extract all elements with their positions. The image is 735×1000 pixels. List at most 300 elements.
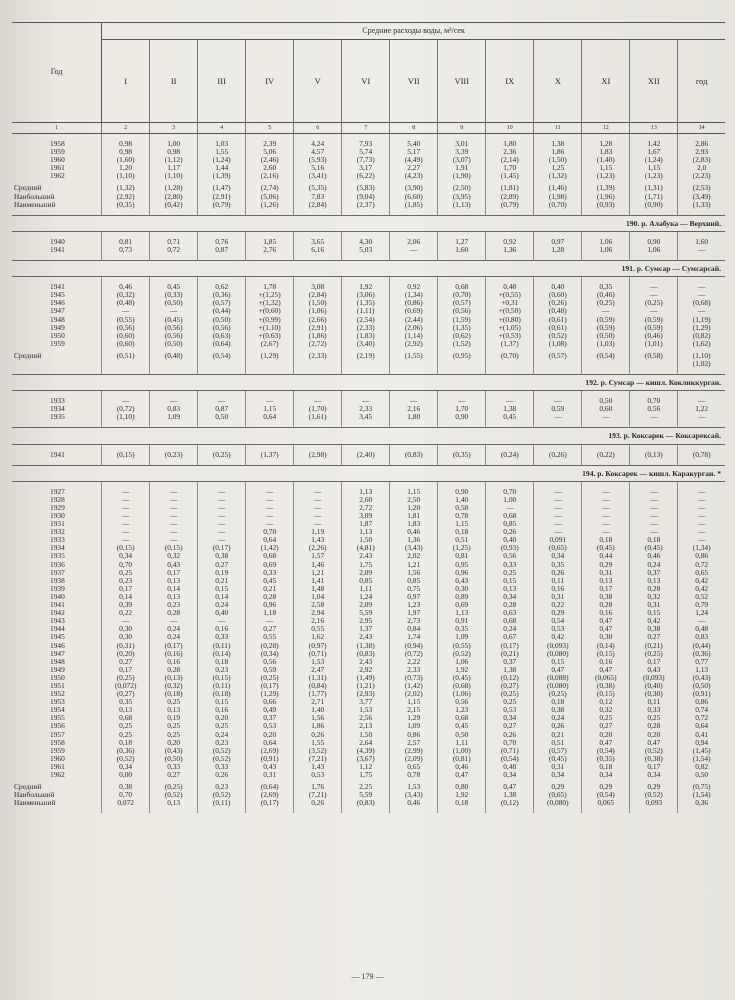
- table-cell: +(0,50): [486, 307, 534, 315]
- table-cell: 1,13: [438, 609, 486, 617]
- station-title-row: [12, 261, 725, 277]
- table-cell: (0,25): [102, 674, 150, 682]
- table-cell: —: [294, 520, 342, 528]
- table-cell: 0,25: [582, 714, 630, 722]
- table-cell: 0,25: [630, 714, 678, 722]
- table-cell: 0,80: [438, 783, 486, 791]
- table-cell: 0,50: [438, 731, 486, 739]
- row-label: 1960: [12, 755, 102, 763]
- table-cell: 0,55: [294, 625, 342, 633]
- table-cell: 0,28: [150, 666, 198, 674]
- table-cell: (1,13): [438, 201, 486, 209]
- table-cell: 2,15: [390, 706, 438, 714]
- table-cell: (0,42): [150, 201, 198, 209]
- table-cell: 0,29: [534, 783, 582, 791]
- table-cell: 0,37: [486, 658, 534, 666]
- table-cell: —: [630, 307, 678, 315]
- table-cell: (0,52): [150, 791, 198, 799]
- table-row: [12, 316, 725, 324]
- table-cell: (0,81): [438, 755, 486, 763]
- month-header: X: [534, 40, 582, 123]
- table-cell: (1,52): [438, 340, 486, 348]
- table-cell: 7,83: [294, 193, 342, 201]
- table-cell: 2,60: [342, 496, 390, 504]
- row-label: Наименьший: [12, 799, 102, 807]
- table-cell: [246, 360, 294, 368]
- row-label: 1949: [12, 666, 102, 674]
- table-cell: 0,43: [438, 577, 486, 585]
- table-row: [12, 617, 725, 625]
- table-cell: 0,16: [150, 658, 198, 666]
- table-cell: (5,06): [246, 193, 294, 201]
- table-cell: 1,75: [342, 771, 390, 779]
- table-cell: 2,56: [342, 714, 390, 722]
- table-cell: (0,91): [692, 690, 711, 699]
- table-cell: 0,25: [198, 722, 246, 730]
- table-cell: 1,80: [390, 413, 438, 421]
- table-cell: 1,20: [102, 164, 150, 172]
- table-cell: (3,43): [390, 544, 438, 552]
- table-cell: (2,40): [342, 451, 390, 459]
- table-cell: 2,64: [342, 739, 390, 747]
- table-cell: (0,56): [438, 307, 486, 315]
- row-label: 1944: [12, 625, 102, 633]
- table-row: [12, 609, 725, 617]
- table-cell: 1,37: [342, 625, 390, 633]
- table-cell: (0,90): [630, 201, 678, 209]
- table-cell: 2,39: [246, 140, 294, 148]
- table-cell: —: [582, 496, 630, 504]
- table-cell: (1,31): [630, 184, 678, 192]
- table-cell: (0,56): [150, 324, 198, 332]
- month-header: IV: [246, 40, 294, 123]
- table-cell: 1,20: [390, 504, 438, 512]
- table-cell: 0,13: [630, 577, 678, 585]
- row-label: 1947: [12, 307, 102, 315]
- table-cell: —: [150, 397, 198, 405]
- table-row: [12, 291, 725, 299]
- table-cell: (0,15): [198, 674, 246, 682]
- table-cell: —: [246, 397, 294, 405]
- table-cell: 1,17: [150, 164, 198, 172]
- table-cell: (0,83): [342, 799, 390, 807]
- table-row: [12, 569, 725, 577]
- table-cell: 0,065: [582, 799, 630, 807]
- table-row: [12, 763, 725, 771]
- table-cell: 0,34: [534, 771, 582, 779]
- table-cell: 1,42: [630, 140, 678, 148]
- table-row: [12, 496, 725, 504]
- table-cell: 2,06: [390, 238, 438, 246]
- table-cell: 0,79: [695, 601, 709, 610]
- month-header: VIII: [438, 40, 486, 123]
- table-cell: (0,17): [198, 544, 246, 552]
- table-cell: 0,82: [695, 762, 709, 771]
- table-cell: 0,72: [695, 714, 709, 723]
- table-cell: 2,09: [342, 601, 390, 609]
- table-cell: (0,58): [630, 352, 678, 360]
- table-cell: 0,46: [390, 528, 438, 536]
- table-cell: 0,78: [390, 771, 438, 779]
- table-row: [12, 577, 725, 585]
- table-cell: (1,47): [198, 184, 246, 192]
- row-label: 1943: [12, 617, 102, 625]
- row-label: 1962: [12, 172, 102, 180]
- table-cell: 0,46: [102, 283, 150, 291]
- table-cell: 0,68: [486, 617, 534, 625]
- table-cell: 0,35: [102, 698, 150, 706]
- column-number: 3: [150, 123, 198, 134]
- row-label: 1950: [12, 332, 102, 340]
- station-title-row: [12, 465, 725, 481]
- table-cell: (0,38): [630, 755, 678, 763]
- row-label: 1939: [12, 585, 102, 593]
- table-cell: (0,70): [486, 352, 534, 360]
- table-cell: 5,74: [342, 148, 390, 156]
- table-cell: (0,73): [390, 674, 438, 682]
- table-cell: —: [630, 520, 678, 528]
- table-cell: 0,71: [150, 238, 198, 246]
- table-cell: +(0,99): [246, 316, 294, 324]
- table-cell: 1,28: [582, 140, 630, 148]
- table-cell: (0,52): [534, 332, 582, 340]
- table-cell: (0,54): [582, 791, 630, 799]
- table-cell: (3,41): [294, 172, 342, 180]
- table-cell: 0,33: [630, 706, 678, 714]
- row-label: 1960: [12, 156, 102, 164]
- row-label: 1927: [12, 488, 102, 496]
- table-cell: (1,24): [198, 156, 246, 164]
- table-cell: 0,17: [150, 569, 198, 577]
- table-cell: (0,11): [198, 799, 246, 807]
- table-cell: 1,40: [294, 706, 342, 714]
- table-cell: —: [102, 617, 150, 625]
- table-cell: 0,40: [534, 283, 582, 291]
- table-cell: (0,15): [150, 544, 198, 552]
- table-cell: —: [630, 283, 678, 291]
- table-cell: 3,39: [438, 148, 486, 156]
- table-cell: 3,65: [294, 238, 342, 246]
- table-cell: (0,17): [246, 682, 294, 690]
- table-cell: 0,38: [102, 783, 150, 791]
- table-cell: (3,49): [692, 192, 711, 201]
- table-cell: 0,51: [438, 536, 486, 544]
- table-cell: (0,56): [102, 324, 150, 332]
- row-label: 1935: [12, 413, 102, 421]
- table-row: [12, 698, 725, 706]
- table-cell: —: [150, 617, 198, 625]
- table-cell: 0,56: [246, 658, 294, 666]
- table-cell: 1,13: [342, 488, 390, 496]
- table-cell: 0,30: [102, 625, 150, 633]
- table-cell: 2,33: [342, 405, 390, 413]
- table-cell: (1,29): [692, 323, 711, 332]
- table-cell: (7,21): [294, 791, 342, 799]
- table-cell: (0,64): [198, 340, 246, 348]
- table-cell: 0,84: [390, 625, 438, 633]
- table-cell: (0,15): [102, 544, 150, 552]
- table-cell: 0,29: [534, 609, 582, 617]
- table-cell: (3,40): [342, 340, 390, 348]
- table-cell: (0,52): [630, 747, 678, 755]
- table-cell: 2,95: [342, 617, 390, 625]
- table-cell: (4,81): [342, 544, 390, 552]
- table-cell: 0,25: [486, 698, 534, 706]
- table-cell: (7,21): [294, 755, 342, 763]
- table-cell: —: [198, 617, 246, 625]
- table-row: [12, 307, 725, 315]
- table-cell: 0,20: [582, 731, 630, 739]
- table-cell: (1,35): [342, 299, 390, 307]
- table-cell: —: [246, 617, 294, 625]
- table-cell: 0,28: [630, 722, 678, 730]
- table-cell: —: [294, 488, 342, 496]
- table-cell: —: [150, 528, 198, 536]
- table-cell: (0,60): [534, 291, 582, 299]
- row-label: 1933: [12, 397, 102, 405]
- table-row: [12, 650, 725, 658]
- table-cell: (4,23): [390, 172, 438, 180]
- row-label: 1950: [12, 674, 102, 682]
- table-cell: (0,50): [150, 755, 198, 763]
- table-cell: 2,27: [390, 164, 438, 172]
- table-cell: 0,26: [534, 722, 582, 730]
- table-cell: (0,91): [246, 755, 294, 763]
- table-cell: —: [697, 495, 706, 504]
- table-cell: (0,62): [438, 332, 486, 340]
- table-cell: —: [534, 528, 582, 536]
- table-cell: (1,35): [438, 324, 486, 332]
- table-cell: —: [150, 536, 198, 544]
- table-cell: (0,93): [582, 201, 630, 209]
- table-cell: 0,26: [198, 771, 246, 779]
- table-cell: (1,32): [534, 172, 582, 180]
- table-cell: (0,21): [486, 650, 534, 658]
- table-row: [12, 520, 725, 528]
- table-cell: 0,51: [534, 739, 582, 747]
- table-cell: —: [102, 307, 150, 315]
- table-cell: (0,68): [692, 299, 711, 308]
- table-row: [12, 246, 725, 254]
- table-row: [12, 706, 725, 714]
- table-cell: 0,18: [630, 536, 678, 544]
- table-cell: 0,21: [534, 731, 582, 739]
- table-cell: (2,92): [390, 340, 438, 348]
- table-cell: 0,28: [150, 609, 198, 617]
- column-number: 9: [438, 123, 486, 134]
- table-cell: (0,36): [692, 649, 711, 658]
- table-cell: (2,06): [390, 324, 438, 332]
- table-cell: (2,46): [246, 156, 294, 164]
- table-cell: 1,24: [695, 609, 709, 618]
- table-cell: —: [582, 520, 630, 528]
- table-cell: (2,53): [692, 184, 711, 193]
- table-cell: (6,60): [390, 193, 438, 201]
- table-cell: (0,35): [582, 755, 630, 763]
- table-cell: 0,24: [150, 633, 198, 641]
- table-cell: (2,50): [438, 184, 486, 192]
- table-cell: 0,27: [150, 771, 198, 779]
- table-cell: (0,11): [198, 682, 246, 690]
- table-cell: (0,26): [534, 299, 582, 307]
- row-label: 1947: [12, 650, 102, 658]
- table-cell: (0,97): [294, 642, 342, 650]
- table-cell: (2,84): [294, 201, 342, 209]
- table-cell: 0,48: [695, 625, 709, 634]
- table-cell: 0,45: [150, 283, 198, 291]
- table-cell: 0,31: [534, 593, 582, 601]
- table-cell: (0,71): [294, 650, 342, 658]
- table-cell: 0,18: [198, 658, 246, 666]
- table-cell: 2,93: [695, 148, 709, 157]
- table-cell: 1,38: [534, 140, 582, 148]
- table-cell: —: [342, 397, 390, 405]
- table-cell: 0,15: [198, 585, 246, 593]
- table-cell: (0,95): [438, 352, 486, 360]
- table-cell: 0,20: [630, 731, 678, 739]
- table-cell: 0,65: [390, 763, 438, 771]
- table-cell: —: [150, 496, 198, 504]
- table-cell: 0,64: [246, 536, 294, 544]
- table-cell: (0,48): [150, 352, 198, 360]
- table-cell: 2,36: [486, 148, 534, 156]
- table-cell: —: [486, 504, 534, 512]
- table-cell: 0,83: [150, 405, 198, 413]
- table-cell: —: [697, 536, 706, 545]
- table-cell: —: [102, 520, 150, 528]
- table-cell: 0,29: [630, 783, 678, 791]
- table-cell: (0,088): [534, 674, 582, 682]
- table-cell: (0,83): [390, 451, 438, 459]
- table-cell: (0,54): [198, 352, 246, 360]
- table-cell: (1,90): [438, 172, 486, 180]
- table-cell: 0,56: [630, 405, 678, 413]
- table-cell: (0,38): [582, 682, 630, 690]
- table-cell: 1,50: [342, 536, 390, 544]
- table-cell: 0,26: [534, 569, 582, 577]
- table-cell: —: [697, 307, 706, 316]
- table-cell: 0,50: [695, 771, 709, 779]
- table-cell: 0,50: [582, 397, 630, 405]
- table-cell: —: [534, 397, 582, 405]
- month-header: III: [198, 40, 246, 123]
- table-row: [12, 722, 725, 730]
- table-cell: (0,25): [630, 299, 678, 307]
- table-cell: 0,093: [630, 799, 678, 807]
- table-cell: (0,56): [150, 332, 198, 340]
- table-cell: 0,64: [695, 722, 709, 731]
- table-cell: 1,87: [342, 520, 390, 528]
- table-row: [12, 690, 725, 698]
- table-cell: 0,59: [534, 405, 582, 413]
- table-cell: 0,35: [582, 283, 630, 291]
- table-cell: 0,68: [438, 714, 486, 722]
- table-cell: 1,81: [390, 512, 438, 520]
- table-cell: (0,23): [150, 451, 198, 459]
- table-cell: —: [630, 291, 678, 299]
- table-cell: —: [697, 503, 706, 512]
- table-cell: 0,24: [630, 561, 678, 569]
- table-cell: —: [534, 413, 582, 421]
- table-cell: [438, 360, 486, 368]
- table-cell: 0,23: [150, 601, 198, 609]
- table-cell: —: [246, 496, 294, 504]
- table-cell: (1,10): [102, 172, 150, 180]
- table-cell: +(1,25): [246, 291, 294, 299]
- table-cell: +(0,80): [486, 316, 534, 324]
- table-cell: (1,62): [692, 339, 711, 348]
- table-cell: 5,16: [294, 164, 342, 172]
- table-cell: 1,86: [534, 148, 582, 156]
- table-cell: 0,24: [486, 625, 534, 633]
- table-cell: —: [150, 504, 198, 512]
- table-cell: 2,16: [390, 405, 438, 413]
- table-cell: 0,23: [198, 666, 246, 674]
- table-cell: —: [390, 397, 438, 405]
- table-cell: —: [102, 504, 150, 512]
- table-cell: 0,64: [246, 413, 294, 421]
- table-cell: (0,48): [534, 307, 582, 315]
- table-cell: 0,18: [102, 739, 150, 747]
- table-cell: 0,70: [630, 397, 678, 405]
- row-label: 1929: [12, 504, 102, 512]
- table-row: [12, 172, 725, 180]
- table-cell: 2,92: [342, 666, 390, 674]
- table-cell: (1,10): [102, 413, 150, 421]
- table-cell: [534, 360, 582, 368]
- table-cell: 2,86: [695, 140, 709, 148]
- table-row: [12, 783, 725, 791]
- row-label: Наименьший: [12, 201, 102, 209]
- table-cell: 1,62: [294, 633, 342, 641]
- table-cell: 0,40: [486, 536, 534, 544]
- table-cell: 0,44: [582, 552, 630, 560]
- table-cell: 1,91: [438, 164, 486, 172]
- table-cell: (0,12): [486, 799, 534, 807]
- table-cell: 1,15: [390, 488, 438, 496]
- table-cell: 2,94: [294, 609, 342, 617]
- table-cell: (0,25): [582, 299, 630, 307]
- table-cell: 0,34: [102, 763, 150, 771]
- table-cell: 0,36: [695, 799, 709, 808]
- table-cell: 1,92: [342, 283, 390, 291]
- table-cell: 0,68: [438, 283, 486, 291]
- table-cell: 1,03: [198, 140, 246, 148]
- table-cell: (0,25): [150, 783, 198, 791]
- row-label: 1959: [12, 747, 102, 755]
- row-label: Наибольший: [12, 791, 102, 799]
- table-cell: 2,33: [390, 666, 438, 674]
- row-label: 1928: [12, 496, 102, 504]
- row-label: 1941: [12, 451, 102, 459]
- station-title-row: [12, 215, 725, 231]
- table-cell: 0,59: [246, 666, 294, 674]
- row-label: 1946: [12, 299, 102, 307]
- table-cell: (0,93): [486, 544, 534, 552]
- table-cell: 0,98: [150, 148, 198, 156]
- table-cell: 0,15: [198, 698, 246, 706]
- month-header: I: [102, 40, 150, 123]
- table-cell: 0,23: [198, 783, 246, 791]
- table-cell: 0,90: [438, 488, 486, 496]
- table-cell: 1,00: [150, 140, 198, 148]
- table-cell: (1,08): [534, 340, 582, 348]
- table-cell: 1,27: [438, 238, 486, 246]
- table-cell: 0,68: [102, 714, 150, 722]
- table-cell: 3,45: [342, 413, 390, 421]
- table-cell: (1,54): [692, 791, 711, 800]
- table-cell: 0,12: [582, 698, 630, 706]
